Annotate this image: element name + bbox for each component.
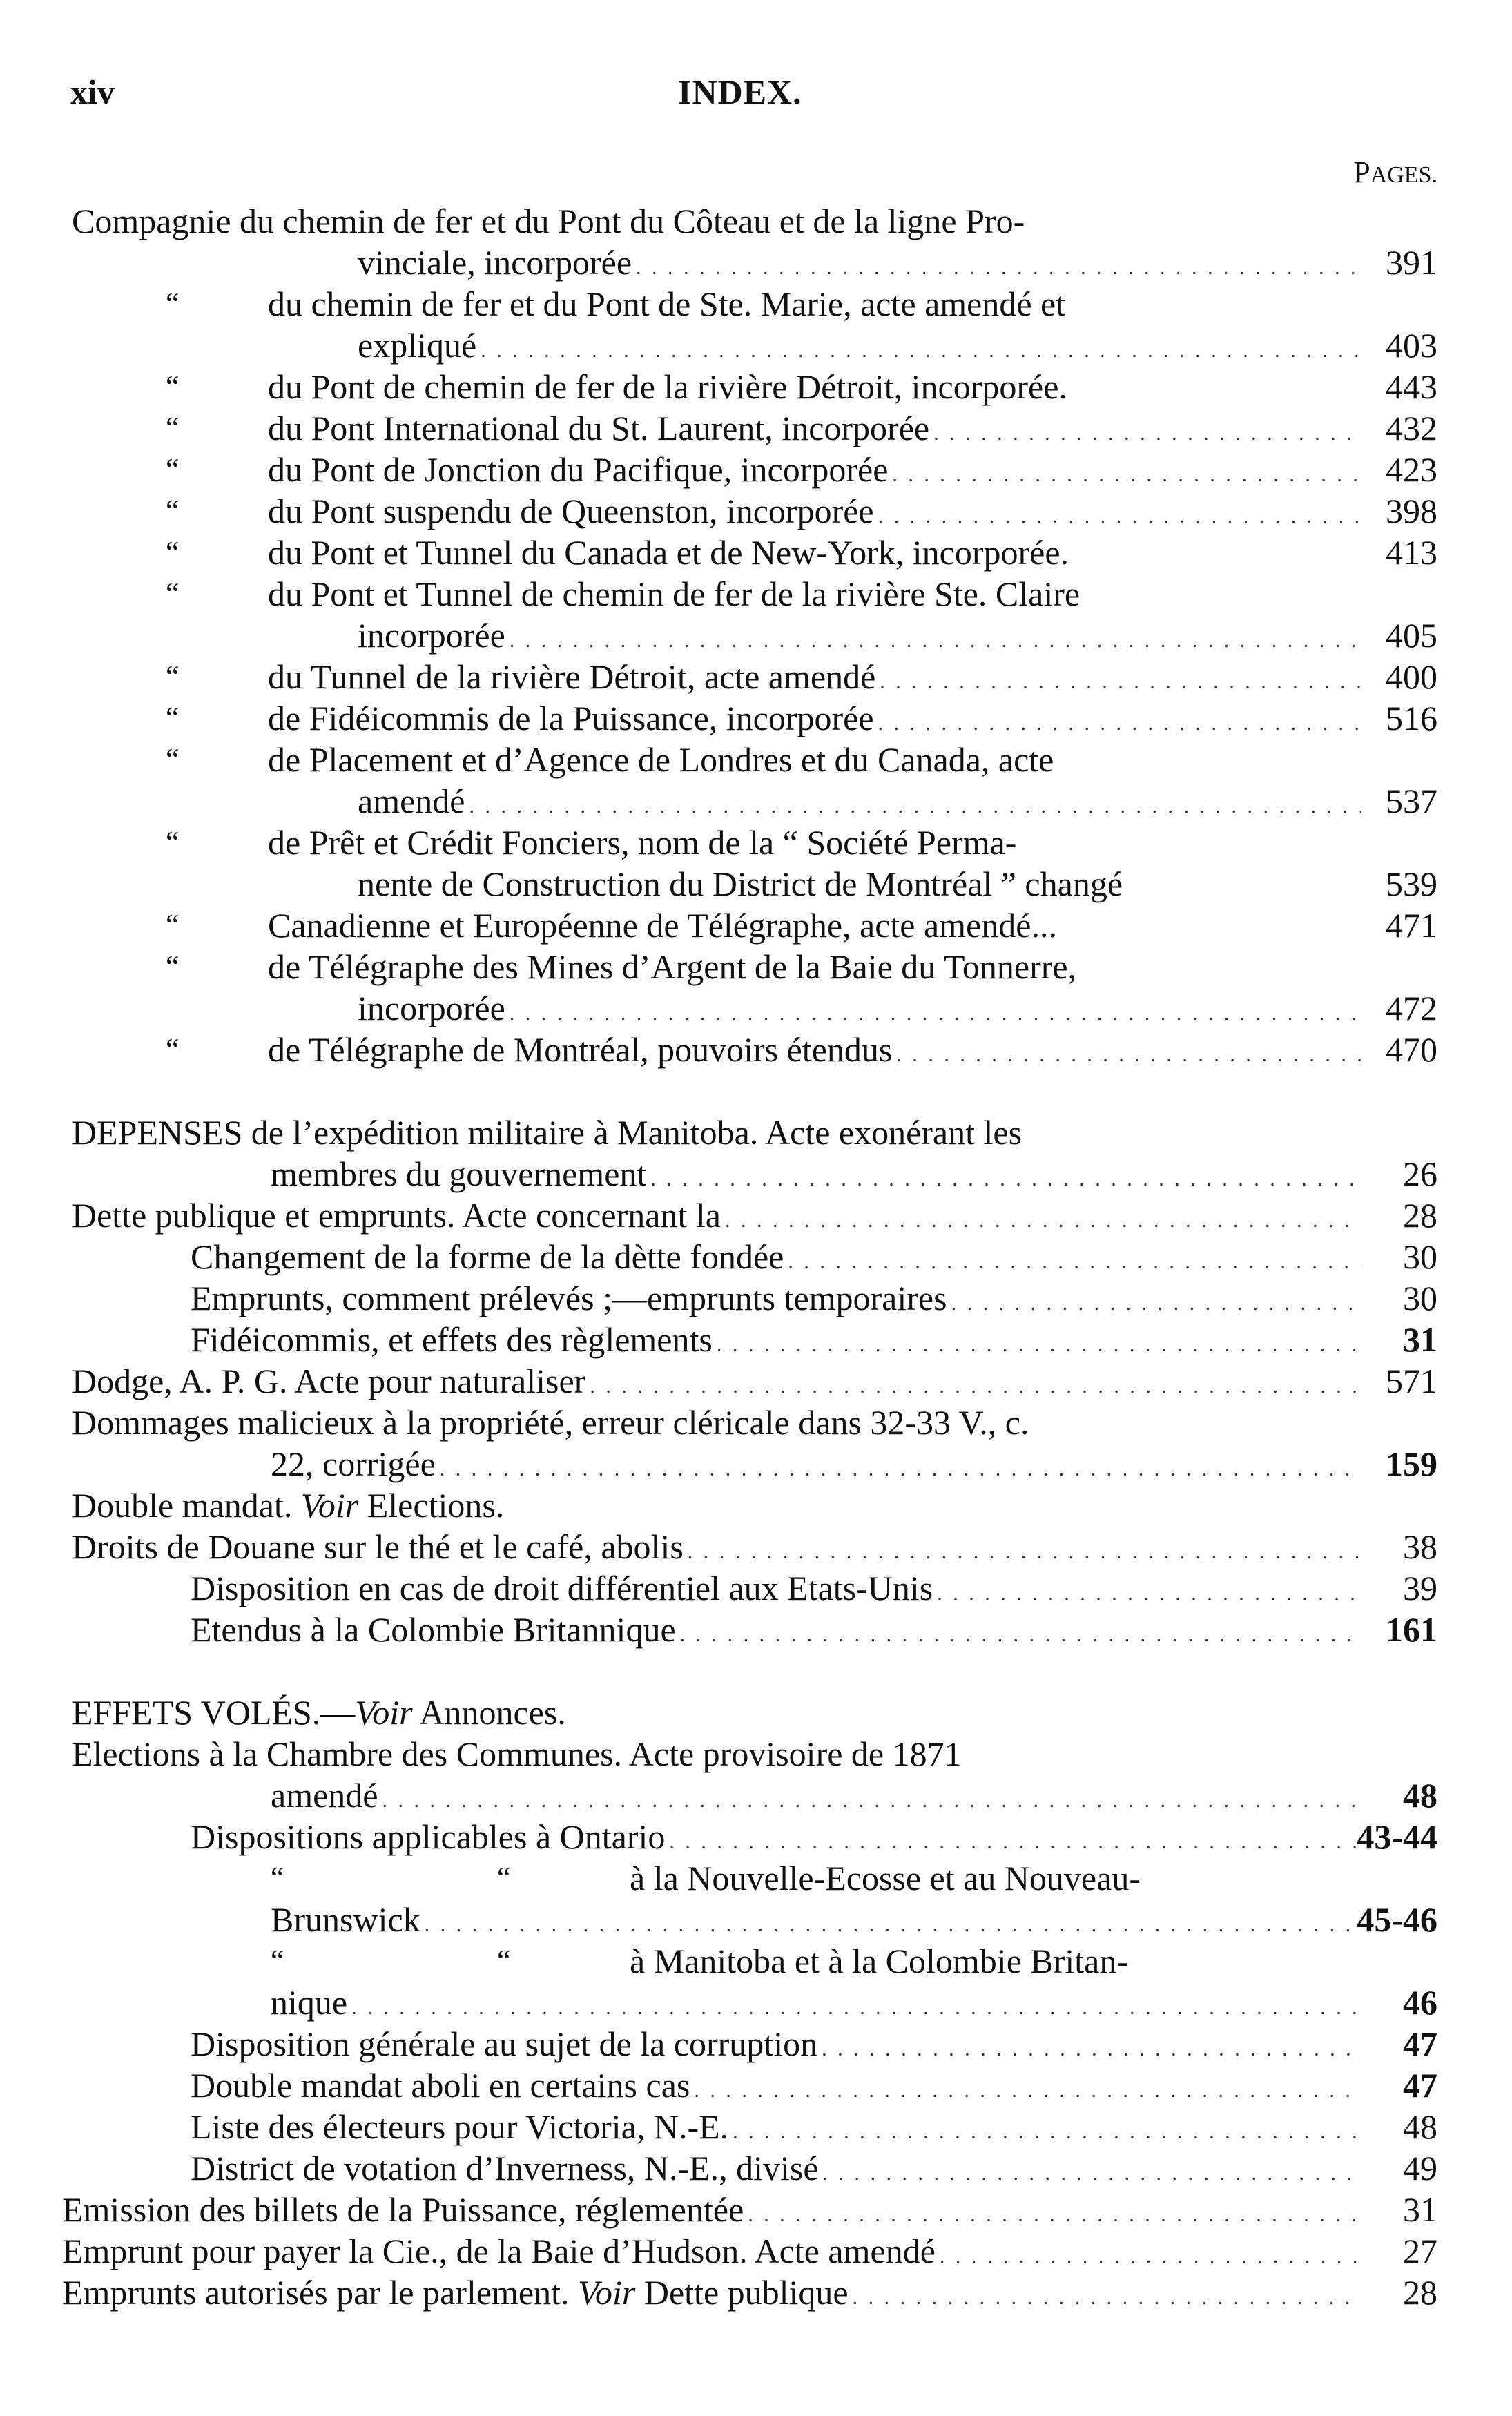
index-entry: Droits de Douane sur le thé et le café, abolis . . . [72,1526,1366,1567]
ditto-mark: “ [271,1944,284,1978]
page-ref: 26 [1403,1154,1437,1193]
index-entry: de Placement et d’Agence de Londres et du Canada, acte [268,740,1054,779]
index-entry: à Manitoba et à la Colombie Britan- [630,1942,1129,1980]
page-ref: 398 [1386,492,1437,530]
page-ref: 31 [1403,1320,1437,1359]
page-ref: 516 [1386,699,1437,737]
dot-leader [940,2236,1361,2277]
index-entry: Disposition en cas de droit différentiel aux Etats-Unis . . . [191,1567,1366,1609]
dot-leader [748,2194,1361,2236]
page-ref: 45-46 [1357,1900,1437,1939]
index-entry: du Pont de Jonction du Pacifique, incorporée . . . [268,449,1366,490]
page-ref: 48 [1403,2107,1437,2146]
page-ref: 43-44 [1357,1817,1437,1856]
ditto-mark: “ [271,1861,284,1895]
page-ref: 443 [1386,367,1437,406]
page-ref: 28 [1403,1196,1437,1235]
dot-leader [510,620,1361,661]
dot-leader [951,1283,1361,1324]
dot-leader [650,1159,1361,1200]
dot-leader [688,1531,1361,1573]
dot-leader [636,247,1361,289]
index-entry: Liste des électeurs pour Victoria, N.-E. . . . [191,2106,1366,2147]
dot-leader [680,1614,1361,1656]
page-ref: 472 [1386,989,1437,1027]
index-entry: du Tunnel de la rivière Détroit, acte amendé . . . [268,656,1366,697]
index-entry: nente de Construction du District de Montréal ” changé [358,864,1123,903]
page-title: INDEX. [678,73,802,111]
ditto-mark: “ [166,1032,180,1066]
index-entry: Dommages malicieux à la propriété, erreur cléricale dans 32-33 V., c. [72,1403,1029,1442]
page-ref: 391 [1386,243,1437,282]
index-entry: de Télégraphe des Mines d’Argent de la Baie du Tonnerre, [268,947,1077,986]
index-entry: Dodge, A. P. G. Acte pour naturaliser . . . [72,1360,1366,1402]
ditto-mark: “ [497,1944,511,1978]
index-entry: amendé . . . [358,780,1366,822]
dot-leader [590,1366,1361,1407]
page-ref: 30 [1403,1237,1437,1276]
dot-leader [425,1904,1361,1946]
index-entry: du Pont et Tunnel de chemin de fer de la rivière Ste. Claire [268,574,1080,613]
dot-leader [853,2277,1361,2319]
page-ref: 159 [1386,1444,1437,1483]
dot-leader [892,454,1361,496]
index-entry: du Pont de chemin de fer de la rivière Détroit, incorporée. [268,367,1067,406]
ditto-mark: “ [166,452,180,486]
page-ref: 471 [1386,906,1437,945]
page-ref: 47 [1403,2066,1437,2105]
dot-leader [725,1200,1361,1241]
dot-leader [717,1324,1361,1366]
index-entry: Elections à la Chambre des Communes. Acte provisoire de 1871 [72,1734,962,1773]
index-entry: Compagnie du chemin de fer et du Pont du Côteau et de la ligne Pro- [72,202,1025,240]
dot-leader [440,1449,1361,1490]
ditto-mark: “ [166,535,180,569]
index-entry: Dispositions applicables à Ontario . . . [191,1816,1366,1857]
pages-column-label: PAGES. [1353,155,1437,189]
index-entry: Changement de la forme de la dètte fondée . . . [191,1236,1366,1277]
index-entry: du Pont suspendu de Queenston, incorporée . . . [268,490,1366,532]
index-entry: Emission des billets de la Puissance, réglementée . . . [62,2189,1366,2230]
page-ref: 432 [1386,409,1437,447]
index-entry: Fidéicommis, et effets des règlements . . . [191,1319,1366,1360]
index-entry: du Pont et Tunnel du Canada et de New-York, incorporée. [268,533,1069,572]
ditto-mark: “ [166,949,180,983]
index-entry: Double mandat aboli en certains cas . . . [191,2065,1366,2106]
index-entry: de Prêt et Crédit Fonciers, nom de la “ Société Perma- [268,823,1017,862]
dot-leader [510,993,1361,1034]
dot-leader [469,786,1361,827]
dot-leader [937,1573,1361,1614]
index-entry: District de votation d’Inverness, N.-E., divisé . . . [191,2147,1366,2189]
dot-leader [880,661,1361,703]
index-entry: nique . . . [271,1982,1366,2023]
page-ref: 28 [1403,2273,1437,2312]
page-ref: 403 [1386,326,1437,365]
page-ref: 537 [1386,782,1437,820]
index-entry: membres du gouvernement . . . [271,1153,1366,1195]
index-entry: du chemin de fer et du Pont de Ste. Marie, acte amendé et [268,284,1066,323]
page-ref: 31 [1403,2190,1437,2229]
index-entry: Emprunts, comment prélevés ;—emprunts temporaires . . . [191,1277,1366,1319]
dot-leader [822,2029,1361,2070]
index-entry: Disposition générale au sujet de la corruption . . . [191,2023,1366,2065]
index-entry: du Pont International du St. Laurent, incorporée . . . [268,407,1366,449]
page-ref: 539 [1386,864,1437,903]
page-ref: 405 [1386,616,1437,655]
index-entry: EFFETS VOLÉS.—Voir Annonces. [72,1693,566,1732]
index-entry: Double mandat. Voir Elections. [72,1486,505,1525]
ditto-mark: “ [166,825,180,859]
page-ref: 470 [1386,1030,1437,1069]
index-entry: de Fidéicommis de la Puissance, incorporée . . . [268,697,1366,739]
ditto-mark: “ [166,908,180,942]
dot-leader [896,1034,1361,1076]
page-ref: 47 [1403,2024,1437,2063]
index-entry: vinciale, incorporée . . . [358,242,1366,283]
index-entry: Emprunts autorisés par le parlement. Voir Dette publique . . . [62,2272,1366,2313]
index-entry: Dette publique et emprunts. Acte concernant la . . . [72,1195,1366,1236]
dot-leader [351,1987,1361,2029]
ditto-mark: “ [166,494,180,528]
page-ref: 413 [1386,533,1437,572]
page-ref: 30 [1403,1279,1437,1317]
page-ref: 571 [1386,1362,1437,1400]
dot-leader [878,496,1361,537]
ditto-mark: “ [497,1861,511,1895]
ditto-mark: “ [166,369,180,403]
index-entry: amendé . . . [271,1775,1366,1816]
index-entry: Emprunt pour payer la Cie., de la Baie d’Hudson. Acte amendé . . . [62,2230,1366,2272]
index-entry: 22, corrigée . . . [271,1443,1366,1485]
page-ref: 27 [1403,2232,1437,2270]
index-entry: Canadienne et Européenne de Télégraphe, acte amendé... [268,906,1057,945]
dot-leader [694,2070,1361,2111]
index-entry: de Télégraphe de Montréal, pouvoirs étendus . . . [268,1029,1366,1070]
index-entry: DEPENSES de l’expédition militaire à Manitoba. Acte exonérant les [72,1113,1022,1152]
page-ref: 161 [1386,1610,1437,1649]
index-entry: Etendus à la Colombie Britannique . . . [191,1609,1366,1650]
page-ref: 46 [1403,1983,1437,2022]
dot-leader [669,1821,1361,1863]
index-entry: expliqué . . . [358,325,1366,366]
page-number: xiv [70,73,115,111]
dot-leader [878,703,1361,744]
ditto-mark: “ [166,659,180,693]
dot-leader [933,413,1361,454]
page-ref: 49 [1403,2149,1437,2187]
ditto-mark: “ [166,577,180,610]
dot-leader [733,2111,1361,2153]
page-ref: 423 [1386,450,1437,489]
dot-leader [481,330,1361,371]
index-entry: Brunswick . . . [271,1899,1366,1940]
page-ref: 39 [1403,1569,1437,1607]
page-ref: 48 [1403,1776,1437,1815]
page-ref: 38 [1403,1527,1437,1566]
index-entry: à la Nouvelle-Ecosse et au Nouveau- [630,1859,1141,1897]
ditto-mark: “ [166,287,180,320]
dot-leader [382,1780,1361,1821]
dot-leader [788,1241,1361,1283]
index-entry: incorporée . . . [358,615,1366,656]
ditto-mark: “ [166,701,180,735]
index-entry: incorporée . . . [358,987,1366,1029]
ditto-mark: “ [166,742,180,776]
page-ref: 400 [1386,657,1437,696]
dot-leader [823,2153,1361,2194]
ditto-mark: “ [166,411,180,445]
